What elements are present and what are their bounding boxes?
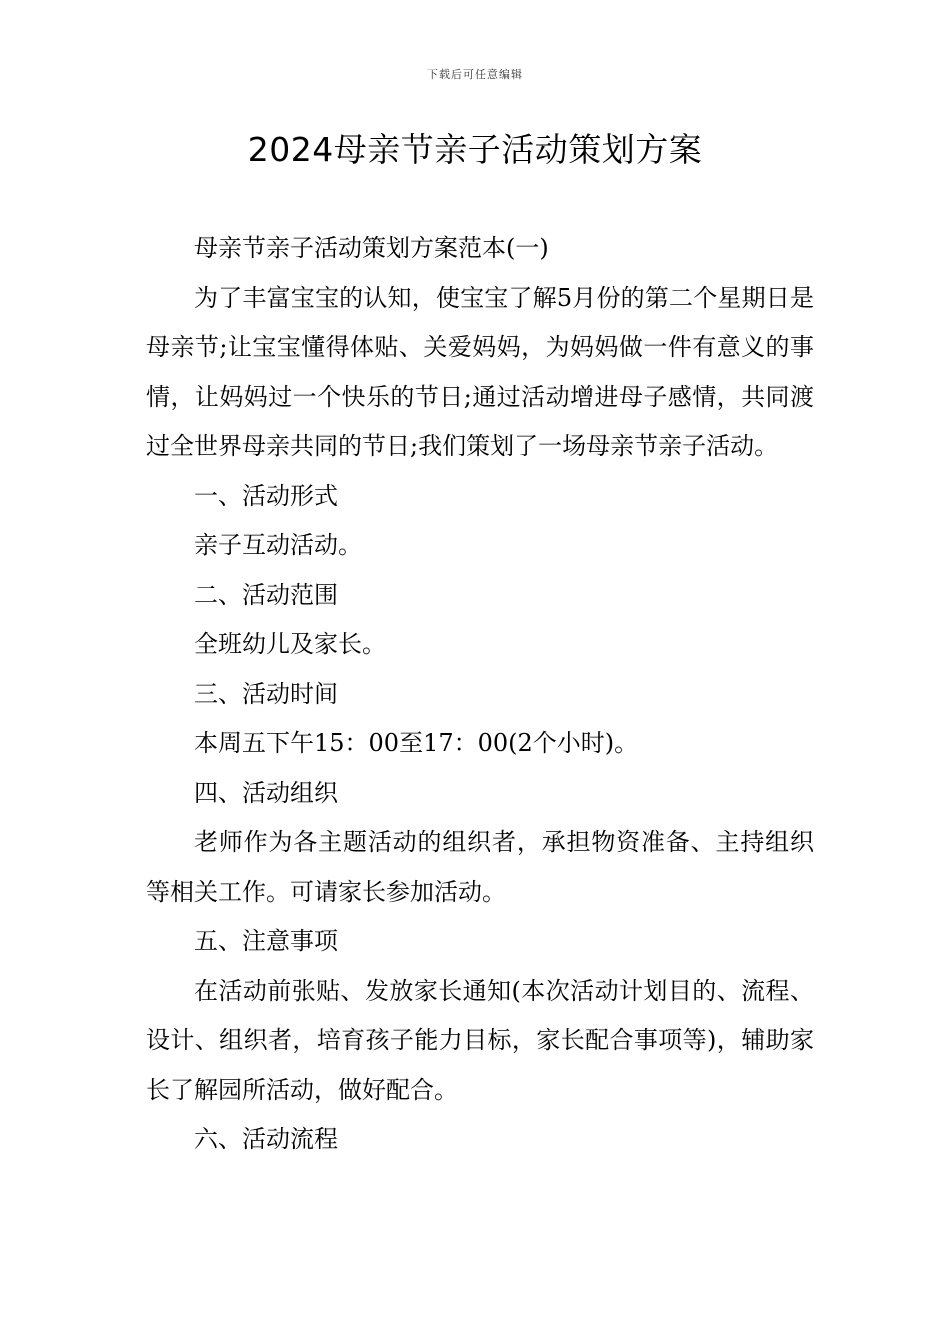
section-heading-notes: 五、注意事项 xyxy=(194,927,338,955)
section-text-organization: 老师作为各主题活动的组织者，承担物资准备、主持组织等相关工作。可请家长参加活动。 xyxy=(146,828,814,906)
subtitle-paragraph: 母亲节亲子活动策划方案范本(一) xyxy=(194,234,549,262)
intro-paragraph: 为了丰富宝宝的认知，使宝宝了解5月份的第二个星期日是母亲节;让宝宝懂得体贴、关爱妈妈，为妈妈做一件有意义的事情，让妈妈过一个快乐的节日;通过活动增进母子感情，共同渡过全世界母亲共同的节日;我们策划了一场母亲节亲子活动。 xyxy=(146,283,814,460)
document-body xyxy=(146,224,814,1165)
section-heading-time: 三、活动时间 xyxy=(194,679,338,708)
section-text-form: 亲子互动活动。 xyxy=(194,531,362,559)
section-text-time: 本周五下午15：00至17：00(2个小时)。 xyxy=(194,729,639,757)
section-heading-organization: 四、活动组织 xyxy=(194,778,338,807)
section-heading-form: 一、活动形式 xyxy=(194,481,338,510)
header-note: 下载后可任意编辑 xyxy=(427,68,523,81)
section-heading-process: 六、活动流程 xyxy=(194,1125,338,1153)
section-heading-scope: 二、活动范围 xyxy=(194,580,338,609)
document-title: 2024母亲节亲子活动策划方案 xyxy=(247,130,703,169)
section-text-notes: 在活动前张贴、发放家长通知(本次活动计划目的、流程、设计、组织者，培育孩子能力目标，家长配合事项等)，辅助家长了解园所活动，做好配合。 xyxy=(146,976,814,1104)
section-text-scope: 全班幼儿及家长。 xyxy=(194,630,386,658)
